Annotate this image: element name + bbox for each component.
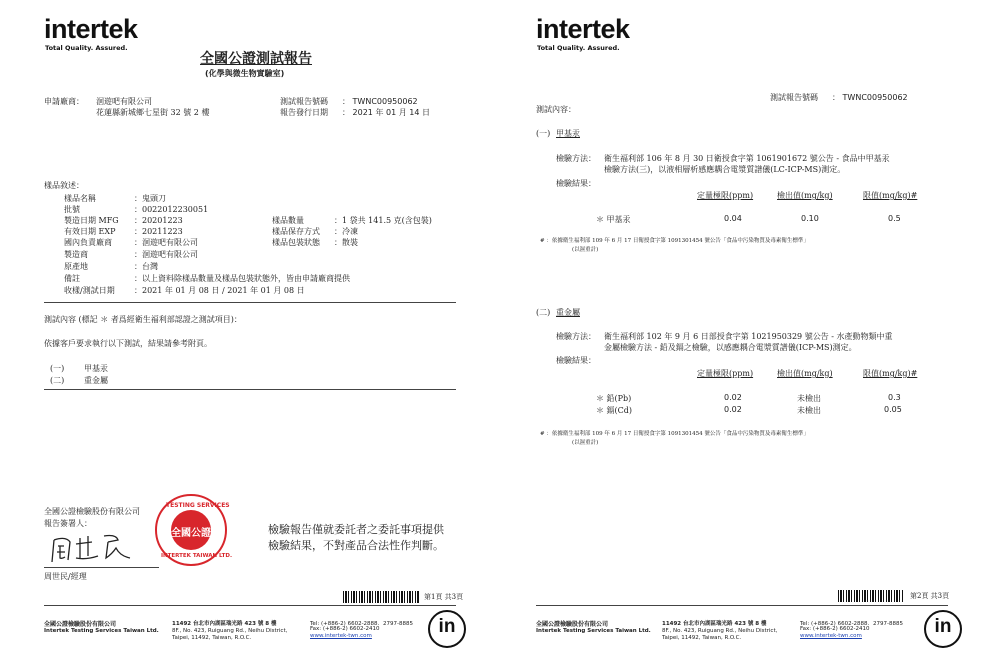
value-loq: 0.02 [724, 405, 742, 414]
footer-tel: Tel: (+886-2) 6602-2888．2797-8885 [310, 621, 414, 627]
test-content-note: 測試內容 (標記 ＊ 者爲經衛生福利部認證之測試項目)： [44, 315, 242, 324]
applicant-label: 申請廠商： [44, 97, 84, 106]
regulation-note: # ：依據衛生福利部 109 年 6 月 17 日衛授食字第 1091301454 號公告「食品中污染物質及毒素衛生標準」 [540, 431, 809, 437]
value-detected: 未檢出 [797, 394, 821, 403]
value-loq: 0.02 [724, 393, 742, 402]
sample-row-value: ：洄遊吧有限公司 [134, 250, 198, 259]
section-num: (二) [536, 308, 551, 317]
value-detected: 0.10 [801, 214, 819, 223]
method-line: 檢驗方法(三)，以液相層析感應耦合電漿質譜儀(LC-ICP-MS)測定。 [604, 165, 846, 174]
analyte-name: ＊ 鎘(Cd) [596, 406, 633, 415]
col-header-limit: 限值(mg/kg)# [863, 191, 918, 200]
logo-tagline: Total Quality. Assured. [45, 44, 128, 52]
footer-address-en-1: 8F., No. 423, Ruiguang Rd., Neihu District, [172, 628, 288, 634]
sample-right-label: 樣品保存方式 [272, 227, 320, 236]
sample-row-value: ：2021 年 01 月 08 日 / 2021 年 01 月 08 日 [134, 286, 305, 295]
report-title: 全國公證測試報告 [200, 51, 312, 67]
sample-row-value: ：洄遊吧有限公司 [134, 238, 198, 247]
section-num: (一) [536, 129, 551, 138]
method-line: 衛生福利部 106 年 8 月 30 日衛授食字第 1061901672 號公告 - 食品中甲基汞 [604, 154, 890, 163]
value-limit: 0.5 [888, 214, 901, 223]
analyte-name: ＊ 甲基汞 [596, 215, 631, 224]
badge-text: in [934, 616, 952, 637]
sample-row-label: 製造日期 MFG [64, 216, 119, 225]
result-label: 檢驗結果： [556, 179, 596, 188]
sample-row-label: 原產地 [64, 262, 88, 271]
sample-row-value: ：台灣 [134, 262, 158, 271]
divider [44, 389, 456, 390]
seal-outer-top: TESTING SERVICES [166, 502, 230, 509]
sample-right-value: ：1 袋共 141.5 克(含包裝) [334, 216, 432, 225]
sample-right-value: ：冷凍 [334, 227, 358, 236]
col-header-limit: 限值(mg/kg)# [863, 369, 918, 378]
sample-row-label: 有效日期 EXP [64, 227, 116, 236]
divider [44, 302, 456, 303]
col-header-loq: 定量極限(ppm) [697, 191, 754, 200]
footer-company-en: Intertek Testing Services Taiwan Ltd. [536, 628, 651, 634]
footer-address-zh: 11492 台北市內湖區瑞光路 423 號 8 樓 [172, 621, 277, 627]
test-basis: 依據客戶要求執行以下測試，結果請參考附頁。 [44, 339, 212, 348]
method-line: 金屬檢驗方法 - 鉛及鎘之檢驗，以感應耦合電漿質譜儀(ICP-MS)測定。 [604, 343, 857, 352]
method-line: 衛生福利部 102 年 9 月 6 日部授食字第 1021950329 號公告 - 水產動物類中重 [604, 332, 893, 341]
issue-date: ： 2021 年 01 月 14 日 [342, 108, 430, 117]
footer-company-zh: 全國公證檢驗股份有限公司 [536, 621, 609, 628]
sample-right-value: ：散裝 [334, 238, 358, 247]
sample-row-label: 收樣/測試日期 [64, 286, 115, 295]
disclaimer-line-1: 檢驗報告僅就委託者之委託事項提供 [268, 523, 444, 536]
regulation-note: (以濕重計) [572, 440, 599, 446]
footer-company-zh: 全國公證檢驗股份有限公司 [44, 621, 117, 628]
sample-desc-label: 樣品敘述： [44, 181, 84, 190]
sample-row-label: 樣品名稱 [64, 194, 96, 203]
value-limit: 0.05 [884, 405, 902, 414]
sample-row-label: 批號 [64, 205, 80, 214]
value-limit: 0.3 [888, 393, 901, 402]
applicant-address: 花蓮縣新城鄉七星街 32 號 2 樓 [96, 108, 210, 117]
logo-tagline: Total Quality. Assured. [537, 44, 620, 52]
signer-company: 全國公證檢驗股份有限公司 [44, 507, 140, 516]
seal-center-text: 全國公證 [171, 528, 211, 539]
footer-address-zh: 11492 台北市內湖區瑞光路 423 號 8 樓 [662, 621, 767, 627]
footer-website-link[interactable]: www.intertek-twn.com [310, 633, 372, 639]
value-loq: 0.04 [724, 214, 742, 223]
value-detected: 未檢出 [797, 406, 821, 415]
report-no-label: 測試報告號碼 [280, 97, 328, 106]
section-heading: 甲基汞 [556, 129, 580, 138]
method-label: 檢驗方法： [556, 332, 596, 341]
intertek-logo: intertek [536, 14, 630, 44]
signature-line [44, 567, 159, 568]
footer-company-en: Intertek Testing Services Taiwan Ltd. [44, 628, 159, 634]
report-no: ： TWNC00950062 [832, 93, 908, 102]
sample-row-value: ：以上資料除樣品數量及樣品包裝狀態外，皆由申請廠商提供 [134, 274, 350, 283]
barcode [343, 591, 419, 603]
report-no-label: 測試報告號碼 [770, 93, 818, 102]
sample-row-value: ：0022012230051 [134, 205, 209, 214]
method-label: 檢驗方法： [556, 154, 596, 163]
report-subtitle: (化學與微生物實驗室) [205, 69, 285, 78]
regulation-note: (以濕重計) [572, 247, 599, 253]
sample-row-value: ：20201223 [134, 216, 183, 225]
report-no: ： TWNC00950062 [342, 97, 418, 106]
test-item-name: 重金屬 [84, 376, 108, 385]
footer-divider [536, 605, 948, 606]
report-page-2 [500, 0, 1000, 667]
applicant-name: 洄遊吧有限公司 [96, 97, 152, 106]
sample-row-label: 製造商 [64, 250, 88, 259]
footer-fax: Fax: (+886-2) 6602-2410 [800, 626, 870, 632]
sample-row-label: 備註 [64, 274, 80, 283]
analyte-name: ＊ 鉛(Pb) [596, 394, 632, 403]
page-number: 第1頁 共3頁 [424, 593, 464, 601]
sample-row-value: ：20211223 [134, 227, 183, 236]
col-header-loq: 定量極限(ppm) [697, 369, 754, 378]
page-number: 第2頁 共3頁 [910, 592, 950, 600]
intertek-logo: intertek [44, 14, 138, 44]
footer-tel: Tel: (+886-2) 6602-2888．2797-8885 [800, 621, 904, 627]
issue-date-label: 報告發行日期 [280, 108, 328, 117]
signer-name: 周世民/經理 [44, 572, 87, 581]
col-header-detected: 檢出值(mg/kg) [777, 369, 833, 378]
badge-text: in [438, 616, 456, 637]
test-item-name: 甲基汞 [84, 364, 108, 373]
footer-fax: Fax: (+886-2) 6602-2410 [310, 626, 380, 632]
intertek-in-badge-icon [924, 610, 962, 648]
footer-divider [44, 605, 456, 606]
sample-right-label: 樣品包裝狀態 [272, 238, 320, 247]
test-content-label: 測試內容： [536, 105, 576, 114]
sample-row-value: ：鬼頭刀 [134, 194, 166, 203]
col-header-detected: 檢出值(mg/kg) [777, 191, 833, 200]
footer-website-link[interactable]: www.intertek-twn.com [800, 633, 862, 639]
regulation-note: # ：依據衛生福利部 109 年 6 月 17 日衛授食字第 1091301454 號公告「食品中污染物質及毒素衛生標準」 [540, 238, 809, 244]
footer-address-en-2: Taipei, 11492, Taiwan, R.O.C. [172, 635, 252, 641]
signer-label: 報告簽署人： [44, 519, 92, 528]
footer-address-en-1: 8F., No. 423, Ruiguang Rd., Neihu District, [662, 628, 778, 634]
test-item-num: (一) [50, 364, 65, 373]
seal-outer-bottom: INTERTEK TAIWAN LTD. [161, 553, 233, 559]
sample-row-label: 國內負責廠商 [64, 238, 112, 247]
disclaimer-line-2: 檢驗結果，不對產品合法性作判斷。 [268, 539, 444, 552]
result-label: 檢驗結果： [556, 356, 596, 365]
test-item-num: (二) [50, 376, 65, 385]
footer-address-en-2: Taipei, 11492, Taiwan, R.O.C. [662, 635, 742, 641]
sample-right-label: 樣品數量 [272, 216, 304, 225]
barcode [838, 590, 904, 602]
intertek-in-badge-icon [428, 610, 466, 648]
section-heading: 重金屬 [556, 308, 580, 317]
handwritten-signature [46, 528, 151, 566]
